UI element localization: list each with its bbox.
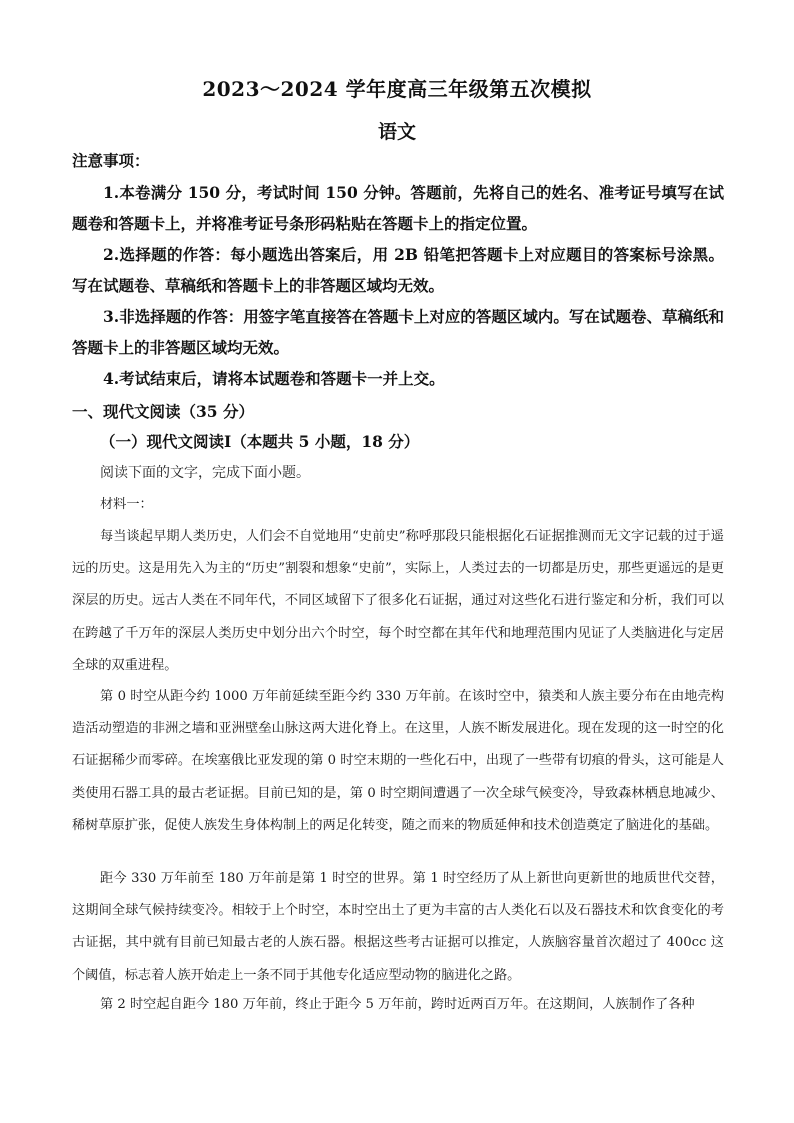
section-title: 一、现代文阅读（35 分） [72, 402, 254, 421]
notice-item-3: 3.非选择题的作答：用签字笔直接答在答题卡上对应的答题区域内。写在试题卷、草稿纸和答题卡上的非答题区域均无效。 [72, 307, 724, 357]
subject-title: 语文 [377, 121, 416, 143]
notice-item-2: 2.选择题的作答：每小题选出答案后，用 2B 铅笔把答题卡上对应题目的答案标号涂黑。写在试题卷、草稿纸和答题卡上的非答题区域均无效。 [72, 245, 724, 295]
reading-instruction: 阅读下面的文字，完成下面小题。 [100, 465, 310, 481]
section-subtitle: （一）现代文阅读Ⅰ（本题共 5 小题，18 分） [100, 432, 420, 451]
notice-item-1: 1.本卷满分 150 分，考试时间 150 分钟。答题前，先将自己的姓名、准考证号填写在试题卷和答题卡上，并将准考证号条形码粘贴在答题卡上的指定位置。 [72, 183, 724, 233]
paragraph-3: 距今 330 万年前至 180 万年前是第 1 时空的世界。第 1 时空经历了从上新世向更新世的地质世代交替，这期间全球气候持续变冷。相较于上个时空，本时空出土了更为丰富的古人类化石以及石器技术和饮食变化的考古证据，其中就有目前已知最古老的人族石器。根据这些考古证据可以推定，人族脑容量首次超过了 400cc 这个阈值，标志着人族开始走上一条不同于其他专化适应型动物的脑进化之路。 [72, 871, 724, 983]
paragraph-1: 每当谈起早期人类历史，人们会不自觉地用“史前史”称呼那段只能根据化石证据推测而无文字记载的过于遥远的历史。这是用先入为主的“历史”割裂和想象“史前”，实际上，人类过去的一切都是历史，那些更遥远的是更深层的历史。远古人类在不同年代，不同区域留下了很多化石证据，通过对这些化石进行鉴定和分析，我们可以在跨越了千万年的深层人类历史中划分出六个时空，每个时空都在其年代和地理范围内见证了人类脑进化与定居全球的双重进程。 [72, 529, 724, 673]
paragraph-2: 第 0 时空从距今约 1000 万年前延续至距今约 330 万年前。在该时空中，猿类和人族主要分布在由地壳构造活动塑造的非洲之墙和亚洲壁垒山脉这两大进化脊上。在这里，人族不断发展进化。现在发现的这一时空的化石证据稀少而零碎。在埃塞俄比亚发现的第 0 时空末期的一些化石中，出现了一些带有切痕的骨头，这可能是人类使用石器工具的最古老证据。目前已知的是，第 0 时空期间遭遇了一次全球气候变冷，导致森林栖息地减少、稀树草原扩张，促使人族发生身体构制上的两足化转变，随之而来的物质延伸和技术创造奠定了脑进化的基础。 [72, 689, 724, 833]
material-label: 材料一： [100, 497, 153, 512]
notice-heading: 注意事项： [72, 151, 150, 170]
exam-title: 2023～2024 学年度高三年级第五次模拟 [202, 77, 592, 101]
paragraph-4: 第 2 时空起自距今 180 万年前，终止于距今 5 万年前，跨时近两百万年。在这期间，人族制作了各种 [100, 997, 695, 1012]
notice-item-4: 4.考试结束后，请将本试题卷和答题卡一并上交。 [103, 369, 445, 388]
